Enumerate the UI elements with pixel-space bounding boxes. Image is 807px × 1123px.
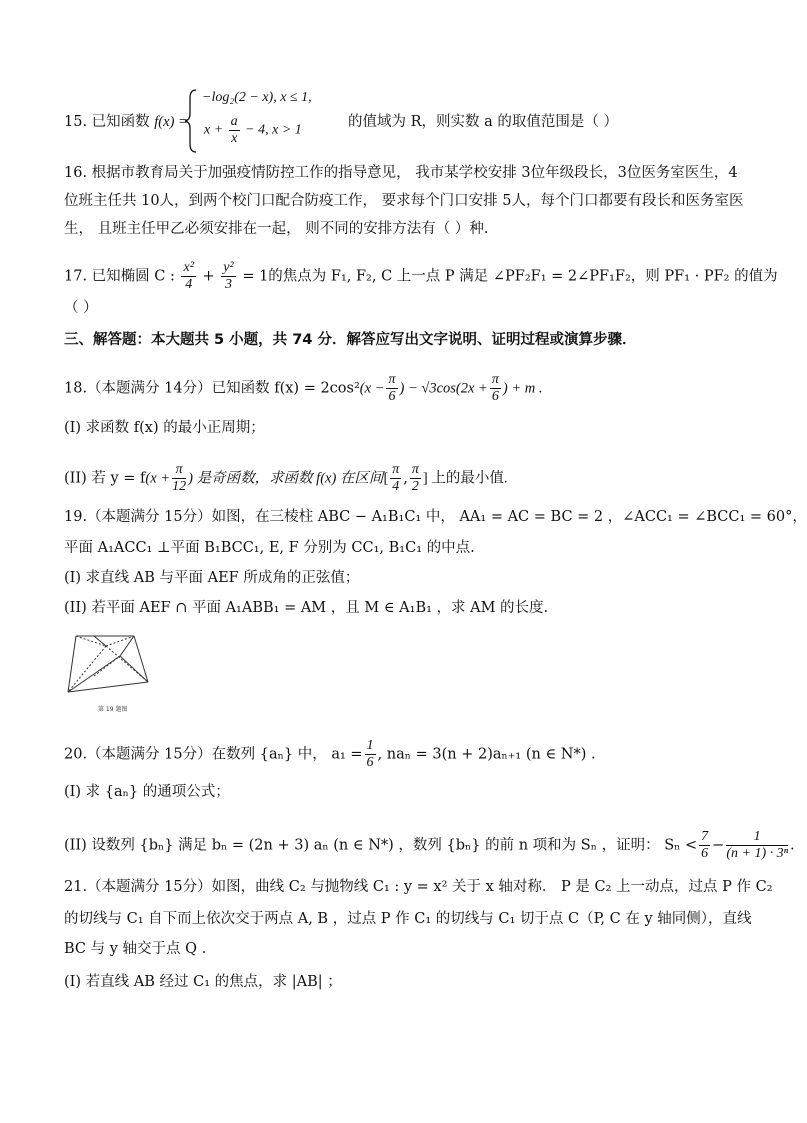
q18-c: ) − √3cos [399, 380, 456, 397]
q15-frac-num: a [230, 114, 238, 129]
q18-d: (2x + [455, 380, 488, 397]
left-brace-icon [184, 88, 198, 154]
q17-a: 17. 已知椭圆 C : [64, 268, 175, 285]
q20-p2-end: . [790, 837, 795, 854]
q15-piecewise [148, 88, 348, 154]
q17-f2-den: 3 [224, 277, 232, 292]
q16-line3: 生， 且班主任甲乙必须安排在一起， 则不同的安排方法有（ ）种. [64, 221, 489, 237]
q17-f1-num: x² [183, 260, 194, 275]
q17-frac2 [221, 260, 235, 293]
q21-line3: BC 与 y 轴交于点 Q . [64, 941, 207, 957]
q20-part2 [64, 829, 795, 862]
q16-line2: 位班主任共 10人，到两个校门口配合防疫工作， 要求每个门口安排 5人，每个门口都要有段长和医务室医 [64, 193, 744, 209]
q18-e: ) + m . [502, 380, 543, 397]
q15-number: 15. 已知函数 [64, 114, 150, 130]
q15-case1: −log₂(2 − x), x ≤ 1, [202, 90, 312, 105]
q20-b: , naₙ = 3(n + 2)aₙ₊₁ (n ∈ N*) . [377, 746, 596, 763]
q18-p2-d: [ [383, 470, 389, 487]
figure-caption: 第 19 题图 [98, 706, 128, 713]
q18-p2-g-den: 4 [392, 479, 400, 494]
q18-frac2 [490, 372, 501, 405]
q18-p2-f-num: π [172, 462, 186, 479]
q20-p2-f2-den: (n + 1) · 3ⁿ [726, 846, 789, 861]
q18-f1-num: π [388, 372, 396, 387]
q17-b: = 1的焦点为 F₁, F₂, C 上一点 P 满足 ∠PF₂F₁ = 2∠PF₁F₂，则 PF₁ · PF₂ 的值为 [242, 268, 778, 285]
q18-b: (x − [359, 380, 385, 397]
q21-part1: (I) 若直线 AB 经过 C₁ 的焦点，求 |AB| ； [64, 974, 342, 990]
q20-p2-f1-num: 7 [701, 829, 709, 844]
q19-line2: 平面 A₁ACC₁ ⊥平面 B₁BCC₁, E, F 分别为 CC₁, B₁C₁ 的中点. [64, 540, 475, 556]
q18-f2-num: π [491, 372, 499, 387]
q20-p2-f1-den: 6 [701, 846, 709, 861]
q16-line1: 16. 根据市教育局关于加强疫情防控工作的指导意见， 我市某学校安排 3位年级段长，3位医务室医生，4 [64, 165, 738, 181]
q20-p2-f2-num: 1 [726, 829, 788, 846]
q18-p2-h-num: π [411, 462, 419, 477]
q20-p2-frac1 [699, 829, 710, 862]
q18-p2-b: (x + [145, 470, 171, 487]
q15-case2 [204, 114, 302, 147]
q19-part2: (II) 若平面 AEF ∩ 平面 A₁ABB₁ = AM ，且 M ∈ A₁B₁ ，求 AM 的长度. [64, 600, 549, 616]
q19-prism-figure [64, 632, 156, 714]
q18-a: 18.（本题满分 14分）已知函数 f(x) = 2cos² [64, 380, 360, 397]
q19-line1: 19.（本题满分 15分）如图，在三棱柱 ABC − A₁B₁C₁ 中， AA₁ = AC = BC = 2 ，∠ACC₁ = ∠BCC₁ = 60°， [64, 509, 807, 525]
triangular-prism-diagram [64, 632, 156, 702]
q15-case2-a: x + [204, 122, 224, 138]
q20-part1: (I) 求 {aₙ} 的通项公式； [64, 784, 230, 800]
q20-p2-minus: − [712, 837, 725, 854]
q18-frac1 [386, 372, 397, 405]
q18-p2-g-num: π [392, 462, 400, 477]
q21-line2: 的切线与 C₁ 自下而上依次交于两点 A, B ，过点 P 作 C₁ 的切线与 C₁ 切于点 C（P, C 在 y 轴同侧），直线 [64, 911, 752, 927]
q15-case2-frac [229, 114, 240, 147]
q18-line1 [64, 372, 542, 405]
q15-fx: f(x) = [154, 114, 188, 130]
q18-part1: (I) 求函数 f(x) 的最小正周期； [64, 420, 265, 436]
q18-p2-c: ) 是奇函数，求函数 f(x) 在区间 [188, 470, 384, 487]
q18-f2-den: 6 [491, 389, 499, 404]
q20-f-num: 1 [366, 738, 374, 753]
q17-line2: （ ） [64, 300, 98, 316]
q15-case2-b: − 4, x > 1 [245, 122, 302, 138]
q18-p2-frac3 [410, 462, 421, 495]
q17-line1 [64, 260, 778, 293]
q18-p2-h-den: 2 [411, 479, 419, 494]
q17-f2-num: y² [223, 260, 234, 275]
q15-frac-den: x [231, 131, 238, 146]
q17-frac1 [181, 260, 195, 293]
q17-plus: + [202, 268, 215, 285]
q18-p2-f-den: 12 [172, 479, 187, 494]
section-3-heading: 三、解答题：本大题共 5 小题，共 74 分．解答应写出文字说明、证明过程或演算步骤． [64, 332, 637, 348]
q20-a: 20.（本题满分 15分）在数列 {aₙ} 中， a₁ = [64, 746, 363, 763]
q20-p2-a: (II) 设数列 {bₙ} 满足 bₙ = (2n + 3) aₙ (n ∈ N*) ，数列 {bₙ} 的前 n 项和为 Sₙ ，证明： Sₙ < [64, 837, 698, 854]
q15-tail: 的值域为 R，则实数 a 的取值范围是（ ） [348, 114, 618, 130]
q18-p2-frac [172, 462, 186, 495]
q20-frac [365, 738, 376, 771]
q18-p2-a: (II) 若 y = f [64, 470, 146, 487]
q20-line1 [64, 738, 596, 771]
q18-p2-f: ] 上的最小值. [422, 470, 508, 487]
q21-line1: 21.（本题满分 15分）如图，曲线 C₂ 与抛物线 C₁ : y = x² 关于 x 轴对称． P 是 C₂ 上一动点，过点 P 作 C₂ [64, 879, 773, 895]
q18-p2-e: , [403, 470, 408, 487]
q18-f1-den: 6 [388, 389, 396, 404]
q20-p2-frac2 [726, 829, 788, 862]
q20-f-den: 6 [366, 755, 374, 770]
q18-part2 [64, 462, 508, 495]
q17-f1-den: 4 [185, 277, 193, 292]
q18-p2-frac2 [390, 462, 401, 495]
q19-part1: (I) 求直线 AB 与平面 AEF 所成角的正弦值； [64, 570, 360, 586]
